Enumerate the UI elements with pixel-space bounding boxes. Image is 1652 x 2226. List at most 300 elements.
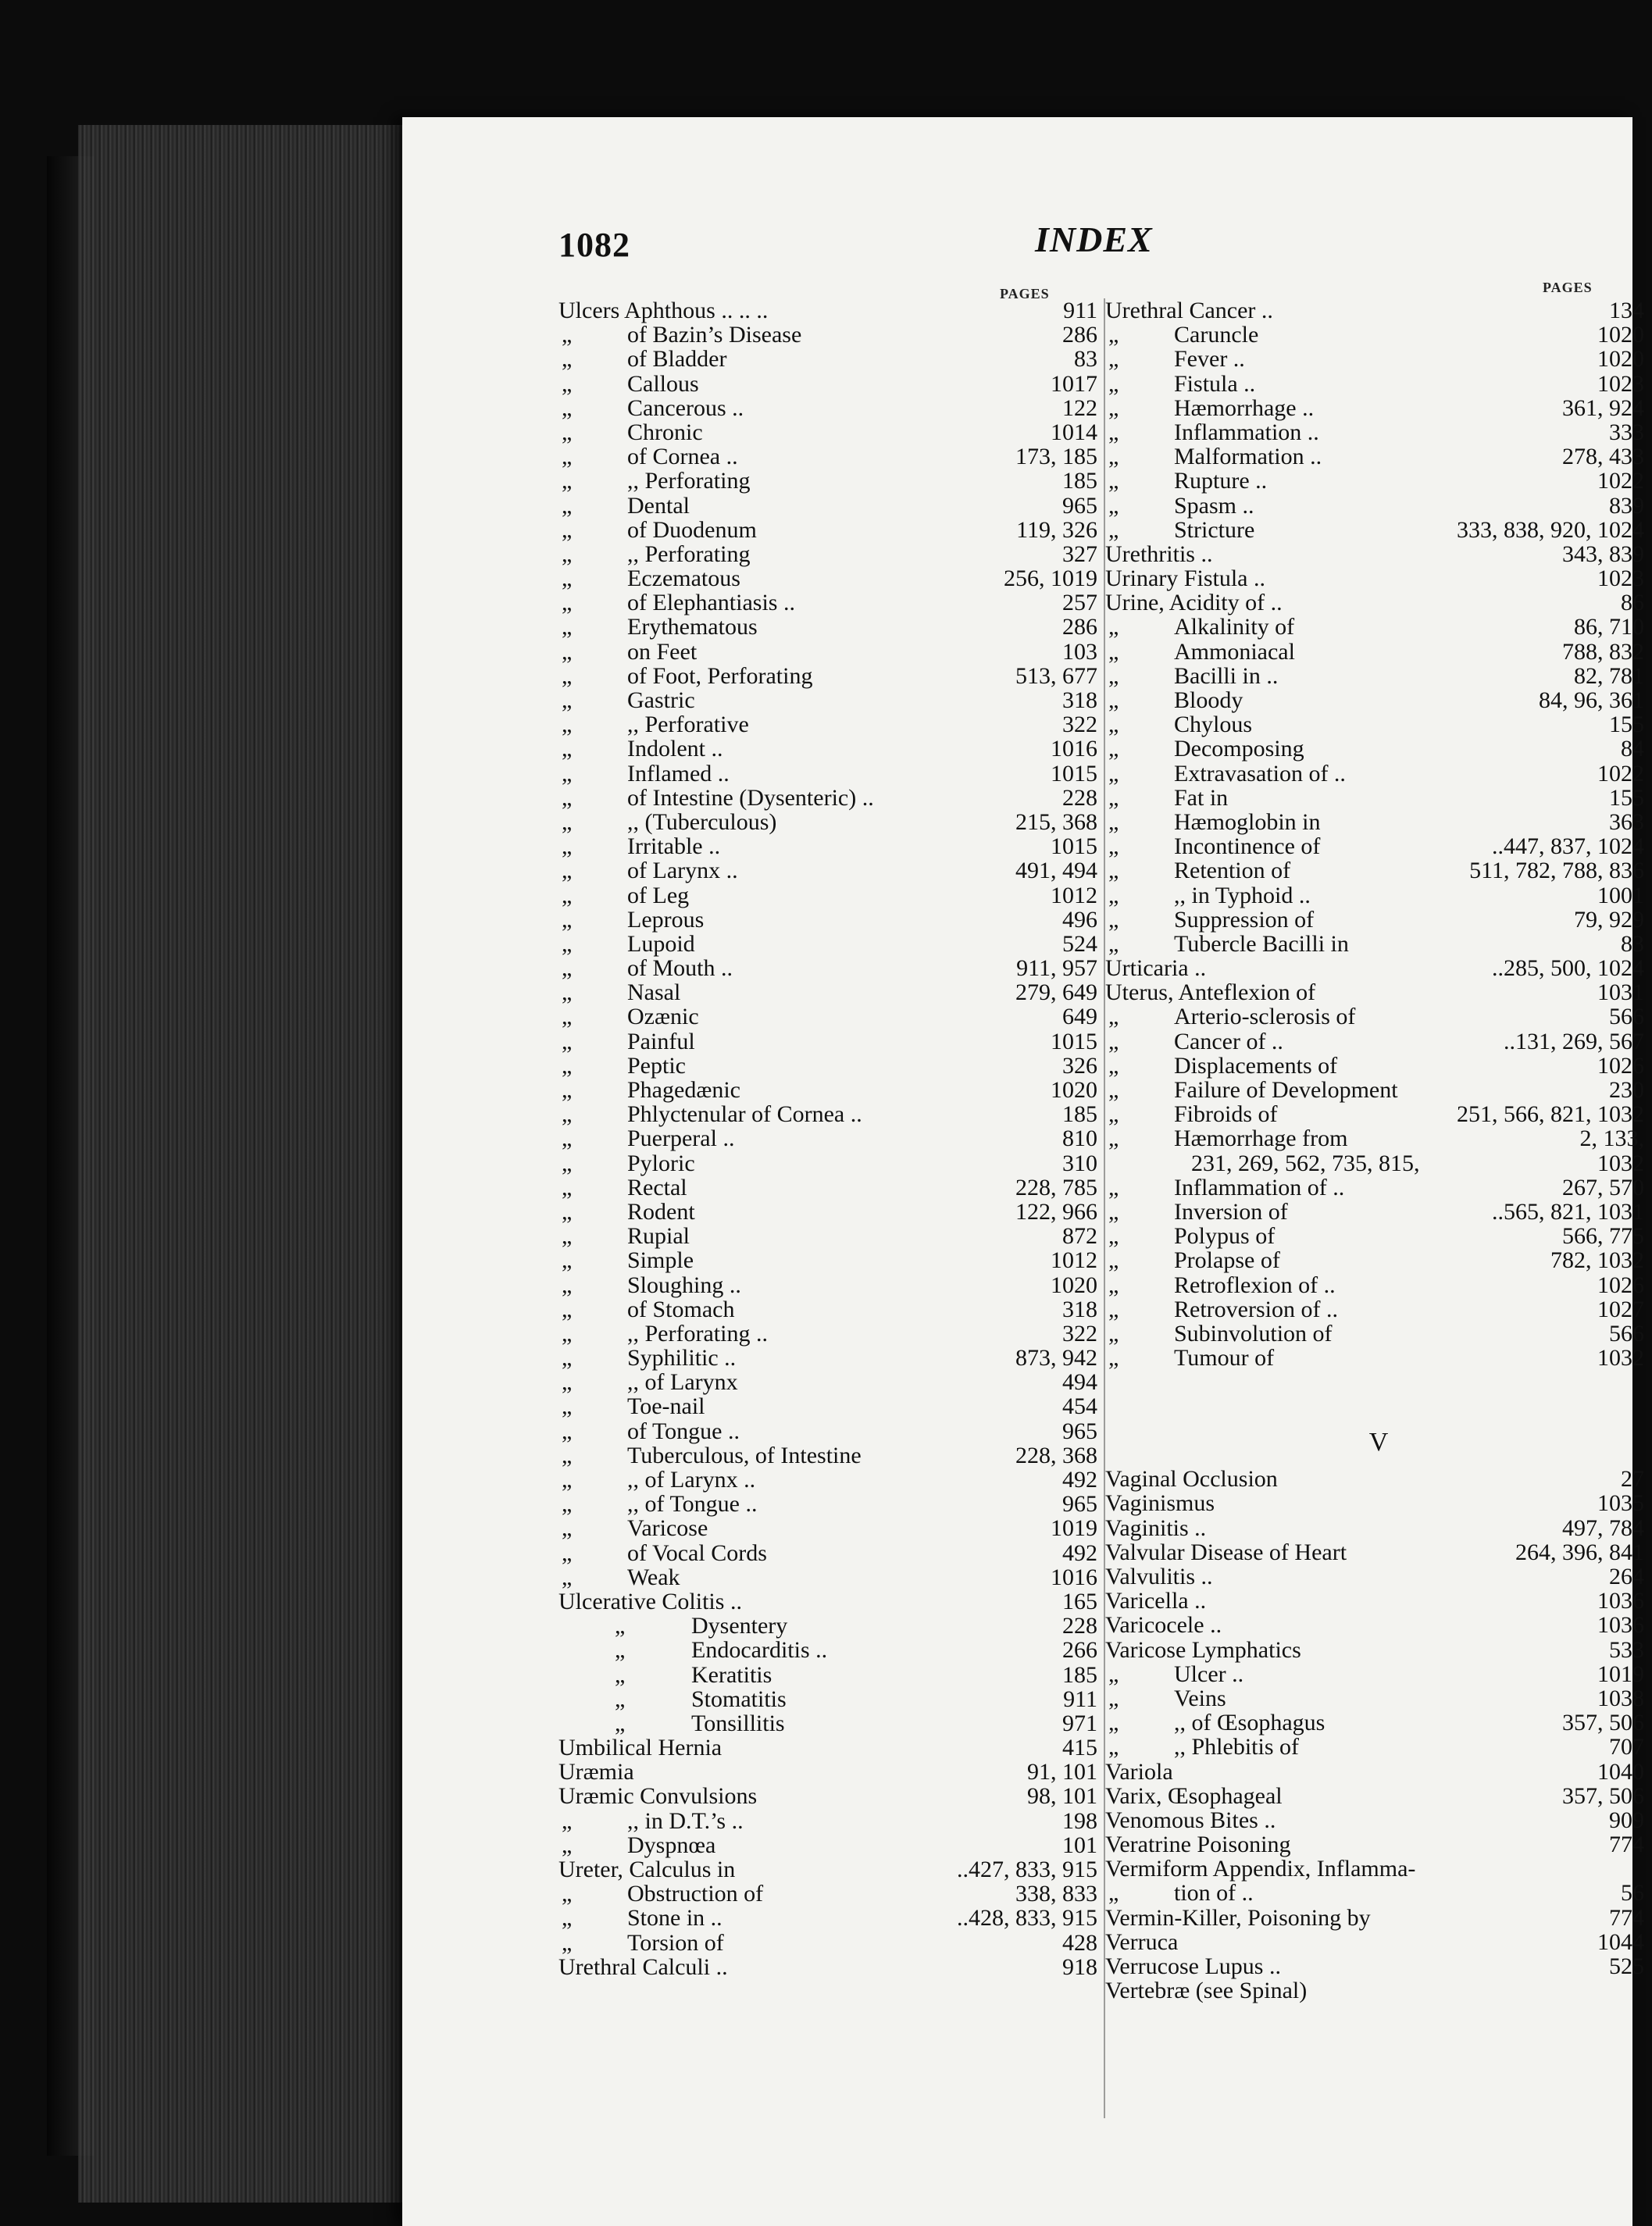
index-page-refs: 286 [1062, 614, 1097, 640]
index-page-refs: ..427, 833, 915 [957, 1857, 1097, 1882]
index-term: Urine, Acidity of .. [1105, 590, 1283, 616]
index-entry [1105, 1686, 1652, 1711]
index-page-refs: 27 [1621, 1466, 1644, 1493]
index-term: Dyspnœa [627, 1832, 716, 1858]
ditto-mark: „ [1108, 1880, 1119, 1907]
index-term: Retroversion of .. [1174, 1296, 1338, 1322]
index-entry [558, 1297, 1105, 1322]
ditto-mark: „ [1108, 1661, 1119, 1687]
index-entry [558, 640, 1105, 664]
index-entry [1105, 640, 1652, 664]
index-page-refs: 122 [1062, 394, 1097, 421]
index-term: Stone in .. [627, 1905, 723, 1932]
index-term: Urinary Fistula .. [1105, 565, 1265, 592]
index-term: Inflammation .. [1174, 419, 1319, 445]
index-entry [1105, 494, 1652, 518]
index-term: Fibroids of [1174, 1101, 1278, 1128]
ditto-mark: „ [562, 1028, 573, 1054]
index-page-refs: 1019 [1051, 1515, 1097, 1542]
index-term: Prolapse of [1174, 1247, 1280, 1274]
index-entry [558, 469, 1105, 493]
index-term: of Cornea .. [627, 444, 738, 470]
ditto-mark: „ [562, 712, 573, 738]
index-term: Fat in [1174, 784, 1229, 811]
index-page-refs: 839 [1609, 492, 1644, 519]
ditto-mark: „ [562, 322, 573, 348]
ditto-mark: „ [562, 565, 573, 592]
index-entry [1105, 1613, 1652, 1637]
index-entry [558, 1175, 1105, 1200]
index-entry [1105, 1273, 1652, 1297]
ditto-mark: „ [1108, 1734, 1119, 1760]
index-page-refs: 230 [1609, 1077, 1644, 1103]
index-entry [1105, 762, 1652, 786]
index-page-refs: 1014 [1051, 419, 1097, 445]
ditto-mark: „ [562, 1467, 573, 1493]
index-entry [558, 1394, 1105, 1418]
index-page-refs: 267, 570 [1562, 1174, 1644, 1200]
ditto-mark: „ [615, 1613, 626, 1639]
index-term: Inversion of [1174, 1198, 1288, 1225]
ditto-mark: „ [562, 1905, 573, 1932]
ditto-mark: „ [562, 516, 573, 543]
index-term: 231, 269, 562, 735, 815, [1191, 1150, 1420, 1176]
index-entry [1105, 1126, 1652, 1150]
index-term: Veins [1174, 1685, 1226, 1711]
index-term: Ulcers Aphthous .. .. .. [558, 298, 769, 323]
index-entry [558, 615, 1105, 639]
index-entry [1105, 420, 1652, 444]
index-entry [1105, 956, 1652, 980]
index-entry [558, 834, 1105, 858]
ditto-mark: „ [562, 346, 573, 373]
index-entry [1105, 664, 1652, 688]
ditto-mark: „ [1108, 1101, 1119, 1128]
index-page-refs: 525 [1609, 1953, 1644, 1979]
ditto-mark: „ [1108, 1345, 1119, 1372]
index-term: Caruncle [1174, 322, 1259, 348]
index-page-refs: 873, 942 [1015, 1345, 1097, 1372]
index-page-refs: 278, 433 [1562, 444, 1644, 470]
ditto-mark: „ [562, 419, 573, 445]
index-entry [1105, 1054, 1652, 1078]
ditto-mark: „ [1108, 1052, 1119, 1079]
ditto-mark: „ [1108, 346, 1119, 373]
index-entry [1105, 883, 1652, 908]
index-entry [1105, 1857, 1652, 1881]
index-page-refs: 82, 781 [1574, 662, 1644, 689]
ditto-mark: „ [1108, 1198, 1119, 1225]
index-page-refs: 228 [1062, 1613, 1097, 1639]
index-page-refs: 774 [1609, 1904, 1644, 1931]
index-term: ,, of Tongue .. [627, 1491, 758, 1518]
index-term: ,, Perforating .. [627, 1320, 768, 1347]
index-page-refs: 83 [1621, 930, 1644, 957]
index-entry [558, 1346, 1105, 1370]
index-page-refs: 84 [1621, 736, 1644, 762]
index-page-refs: 1036 [1597, 1588, 1644, 1614]
ditto-mark: „ [562, 614, 573, 640]
page-header: INDEX [1035, 219, 1153, 259]
index-page-refs: 198 [1062, 1807, 1097, 1834]
index-entry [1105, 834, 1652, 858]
index-page-refs: 1038 [1597, 1685, 1644, 1711]
index-term: ,, Phlebitis of [1174, 1734, 1300, 1760]
index-entry [558, 518, 1105, 542]
index-term: Varicella .. [1105, 1588, 1207, 1614]
ditto-mark: „ [562, 1150, 573, 1176]
index-page-refs: 497, 784 [1562, 1514, 1644, 1541]
index-page-refs: 566, 775 [1562, 1223, 1644, 1250]
index-term: Stomatitis [691, 1686, 787, 1712]
index-page-refs: 1020 [1597, 322, 1644, 348]
index-page-refs: 322 [1062, 1320, 1097, 1347]
ditto-mark: „ [1108, 1296, 1119, 1322]
index-entry [558, 1419, 1105, 1443]
index-term: Chronic [627, 419, 703, 445]
index-page-refs: 86 [1621, 590, 1644, 616]
index-page-refs: 1020 [1597, 346, 1644, 373]
index-column-left [558, 298, 1105, 1979]
index-entry [1105, 1248, 1652, 1272]
index-term: of Tongue .. [627, 1418, 740, 1444]
section-letter-heading: V [1368, 1428, 1389, 1457]
index-page-refs: 310 [1062, 1150, 1097, 1176]
ditto-mark: „ [562, 1198, 573, 1225]
index-term: of Bazin’s Disease [627, 322, 802, 348]
index-page-refs: 264 [1609, 1564, 1644, 1589]
index-entry [1105, 1491, 1652, 1515]
index-term: Ureter, Calculus in [558, 1857, 736, 1882]
index-page-refs: 566 [1609, 1320, 1644, 1347]
ditto-mark: „ [1108, 1004, 1119, 1030]
index-page-refs: 1044 [1597, 1928, 1644, 1955]
index-entry [558, 542, 1105, 566]
index-page-refs: 454 [1062, 1393, 1097, 1420]
index-term: Ulcer .. [1174, 1661, 1244, 1687]
ditto-mark: „ [1108, 1710, 1119, 1736]
ditto-mark: „ [562, 1077, 573, 1103]
index-term: Gastric [627, 687, 695, 713]
index-entry [558, 1760, 1105, 1784]
index-page-refs: 707 [1609, 1734, 1644, 1760]
index-entry [1105, 1735, 1652, 1759]
index-page-refs: 492 [1062, 1539, 1097, 1566]
index-entry [1105, 469, 1652, 493]
index-page-refs: 318 [1062, 687, 1097, 713]
index-column-right [1105, 298, 1652, 2003]
ditto-mark: „ [562, 1296, 573, 1322]
index-entry [558, 1541, 1105, 1565]
index-entry [1105, 1297, 1652, 1322]
index-term: of Mouth .. [627, 955, 733, 982]
index-entry [558, 1882, 1105, 1906]
index-term: Pyloric [627, 1150, 695, 1176]
index-entry [1105, 1516, 1652, 1540]
index-page-refs: 155 [1609, 784, 1644, 811]
index-term: Inflamed .. [627, 760, 730, 787]
index-entry [1105, 1760, 1652, 1784]
index-entry [1105, 1029, 1652, 1054]
index-page-refs: 1022 [1597, 760, 1644, 787]
index-term: ,, (Tuberculous) [627, 808, 777, 835]
index-term: of Vocal Cords [627, 1539, 767, 1566]
index-page-refs: 173, 185 [1015, 444, 1097, 470]
ditto-mark: „ [562, 784, 573, 811]
index-entry [1105, 1175, 1652, 1200]
index-page-refs: 649 [1062, 1004, 1097, 1030]
index-term: Eczematous [627, 565, 740, 592]
index-term: Vermin-Killer, Poisoning by [1105, 1904, 1371, 1931]
index-entry [1105, 590, 1652, 615]
ditto-mark: „ [1108, 882, 1119, 908]
index-entry [558, 1784, 1105, 1808]
index-page-refs: 338, 833 [1015, 1881, 1097, 1907]
ditto-mark: „ [562, 1539, 573, 1566]
ditto-mark: „ [562, 1807, 573, 1834]
index-page-refs: 774 [1609, 1832, 1644, 1858]
index-term: Displacements of [1174, 1052, 1338, 1079]
index-entry [558, 1468, 1105, 1492]
index-page-refs: ..131, 269, 567 [1504, 1028, 1644, 1054]
index-page-refs: 326 [1062, 1052, 1097, 1079]
index-term: Tubercle Bacilli in [1174, 930, 1349, 957]
ditto-mark: „ [1108, 614, 1119, 640]
index-entry [1105, 1004, 1652, 1029]
ditto-mark: „ [562, 1929, 573, 1956]
index-term: Varix, Œsophageal [1105, 1782, 1283, 1809]
index-term: Simple [627, 1247, 694, 1274]
page-number: 1082 [558, 226, 630, 264]
index-page-refs: 788, 832 [1562, 638, 1644, 665]
ditto-mark: „ [562, 1320, 573, 1347]
index-page-refs: 343, 839 [1562, 540, 1644, 567]
ditto-mark: „ [1108, 712, 1119, 738]
index-term: of Stomach [627, 1296, 735, 1322]
pages-column-header-left: PAGES [1000, 286, 1050, 301]
pages-column-header-right: PAGES [1543, 280, 1593, 295]
ditto-mark: „ [1108, 1223, 1119, 1250]
ditto-mark: „ [615, 1637, 626, 1664]
index-page-refs: 1023 [1597, 565, 1644, 592]
ditto-mark: „ [1108, 1077, 1119, 1103]
index-entry [558, 786, 1105, 810]
index-page-refs: 1026 [1597, 1052, 1644, 1079]
index-term: Uræmic Convulsions [558, 1783, 758, 1810]
index-term: Phagedænic [627, 1077, 740, 1103]
index-entry [558, 1492, 1105, 1516]
ditto-mark: „ [1108, 1028, 1119, 1054]
index-page-refs: 165 [1062, 1588, 1097, 1614]
ditto-mark: „ [562, 858, 573, 884]
index-page-refs: 491, 494 [1015, 858, 1097, 884]
index-entry [1105, 1200, 1652, 1224]
index-page-refs: 1012 [1051, 1247, 1097, 1274]
index-page-refs: 415 [1062, 1735, 1097, 1761]
ditto-mark: „ [615, 1661, 626, 1688]
index-term: Vertebræ (see Spinal) [1105, 1978, 1308, 2004]
index-entry [558, 1931, 1105, 1955]
index-page-refs: 264, 396, 841 [1515, 1539, 1644, 1565]
index-term: of Intestine (Dysenteric) .. [627, 784, 874, 811]
index-term: Stricture [1174, 516, 1255, 543]
index-term: Subinvolution of [1174, 1320, 1333, 1347]
index-term: Ammoniacal [1174, 638, 1295, 665]
ditto-mark: „ [1108, 1272, 1119, 1298]
index-page-refs: 1015 [1051, 1028, 1097, 1054]
index-term: Vermiform Appendix, Inflamma- [1105, 1856, 1416, 1882]
index-entry [558, 1078, 1105, 1102]
index-term: Rodent [627, 1198, 695, 1225]
ditto-mark: „ [562, 955, 573, 982]
index-entry [1105, 1784, 1652, 1808]
index-page-refs: 84, 96, 361 [1539, 687, 1644, 713]
index-entry [558, 762, 1105, 786]
index-page-refs: 327 [1062, 540, 1097, 567]
index-page-refs: 215, 368 [1015, 808, 1097, 835]
section-gap [1105, 1370, 1652, 1418]
ditto-mark: „ [562, 882, 573, 908]
ditto-mark: „ [562, 979, 573, 1006]
ditto-mark: „ [562, 1004, 573, 1030]
index-page-refs: 279, 649 [1015, 979, 1097, 1006]
index-page-refs: 86, 710 [1574, 614, 1644, 640]
ditto-mark: „ [1108, 419, 1119, 445]
index-term: on Feet [627, 638, 698, 665]
index-entry [1105, 396, 1652, 420]
index-entry [558, 420, 1105, 444]
index-page-refs: 228 [1062, 784, 1097, 811]
ditto-mark: „ [562, 1272, 573, 1298]
index-page-refs: 1035 [1597, 1490, 1644, 1517]
index-page-refs: 155 [1609, 712, 1644, 738]
index-page-refs: 1026 [1597, 1272, 1644, 1298]
index-term: Obstruction of [627, 1881, 764, 1907]
ditto-mark: „ [562, 638, 573, 665]
index-entry [1105, 737, 1652, 761]
ditto-mark: „ [615, 1710, 626, 1736]
index-term: Vaginal Occlusion [1105, 1466, 1278, 1493]
ditto-mark: „ [562, 808, 573, 835]
index-term: ,, of Larynx [627, 1369, 738, 1396]
index-entry [558, 1955, 1105, 1979]
ditto-mark: „ [562, 1174, 573, 1200]
index-term: Valvulitis .. [1105, 1564, 1213, 1589]
index-entry [1105, 1954, 1652, 1978]
index-term: Sloughing .. [627, 1272, 741, 1298]
index-entry [1105, 1881, 1652, 1905]
index-term: Retention of [1174, 858, 1291, 884]
index-entry [558, 1663, 1105, 1687]
index-entry [1105, 1564, 1652, 1589]
index-term: of Elephantiasis .. [627, 590, 795, 616]
index-page-refs: 79, 929 [1574, 906, 1644, 933]
index-entry [558, 1809, 1105, 1833]
ditto-mark: „ [562, 1101, 573, 1128]
index-term: Endocarditis .. [691, 1637, 828, 1664]
index-entry [1105, 298, 1652, 323]
index-entry [558, 494, 1105, 518]
index-entry [1105, 1638, 1652, 1662]
index-entry [558, 1273, 1105, 1297]
index-term: Ozænic [627, 1004, 699, 1030]
index-page-refs: 357, 506 [1562, 1782, 1644, 1809]
index-page-refs: 2, 133, [1579, 1125, 1644, 1152]
index-entry [1105, 1930, 1652, 1954]
index-page-refs: 257 [1062, 590, 1097, 616]
index-term: Lupoid [627, 930, 695, 957]
index-term: Extravasation of .. [1174, 760, 1346, 787]
index-entry [558, 1516, 1105, 1540]
index-entry [1105, 347, 1652, 371]
ditto-mark: „ [562, 1223, 573, 1250]
index-entry [558, 737, 1105, 761]
index-term: Phlyctenular of Cornea .. [627, 1101, 862, 1128]
index-page-refs: 1020 [1051, 1272, 1097, 1298]
index-page-refs: ..285, 500, 1024 [1492, 955, 1644, 982]
index-entry [558, 1735, 1105, 1760]
ditto-mark: „ [1108, 1125, 1119, 1152]
index-term: Hæmorrhage .. [1174, 394, 1315, 421]
index-term: Failure of Development [1174, 1077, 1398, 1103]
index-term: Peptic [627, 1052, 686, 1079]
index-page-refs: 492 [1062, 1467, 1097, 1493]
index-entry [1105, 810, 1652, 834]
index-entry [1105, 542, 1652, 566]
index-entry [1105, 1322, 1652, 1346]
index-term: Indolent .. [627, 736, 723, 762]
index-page-refs: 428 [1062, 1929, 1097, 1956]
ditto-mark: „ [615, 1686, 626, 1712]
book-page-edges [78, 125, 414, 2203]
index-entry [558, 908, 1105, 932]
index-page-refs: 1019 [1597, 1661, 1644, 1687]
ditto-mark: „ [562, 1442, 573, 1468]
index-entry [1105, 1711, 1652, 1735]
index-entry [558, 664, 1105, 688]
index-entry [558, 1857, 1105, 1882]
index-entry [1105, 1540, 1652, 1564]
index-page-refs: 228, 785 [1015, 1174, 1097, 1200]
index-page-refs: 533 [1609, 1636, 1644, 1663]
ditto-mark: „ [562, 736, 573, 762]
index-page-refs: 872 [1062, 1223, 1097, 1250]
index-term: Urticaria .. [1105, 955, 1207, 982]
index-page-refs: 1001 [1597, 882, 1644, 908]
ditto-mark: „ [1108, 492, 1119, 519]
index-page-refs: 357, 506 [1562, 1710, 1644, 1736]
index-page-refs: ..565, 821, 1031 [1492, 1198, 1644, 1225]
index-term: Hæmoglobin in [1174, 808, 1321, 835]
index-entry [558, 590, 1105, 615]
index-term: Cancerous .. [627, 394, 744, 421]
index-page-refs: 1016 [1051, 1564, 1097, 1590]
index-term: ,, Perforative [627, 712, 749, 738]
index-page-refs: 134 [1609, 298, 1644, 323]
ditto-mark: „ [562, 760, 573, 787]
index-entry [558, 1906, 1105, 1930]
index-page-refs: 566 [1609, 1004, 1644, 1030]
ditto-mark: „ [562, 492, 573, 519]
index-entry [1105, 932, 1652, 956]
ditto-mark: „ [1108, 444, 1119, 470]
index-term: Rupial [627, 1223, 690, 1250]
index-entry [558, 1004, 1105, 1029]
index-term: Venomous Bites .. [1105, 1807, 1276, 1833]
ditto-mark: „ [1108, 468, 1119, 494]
index-page-refs: 782, 1032 [1550, 1247, 1644, 1274]
index-term: Bacilli in .. [1174, 662, 1279, 689]
